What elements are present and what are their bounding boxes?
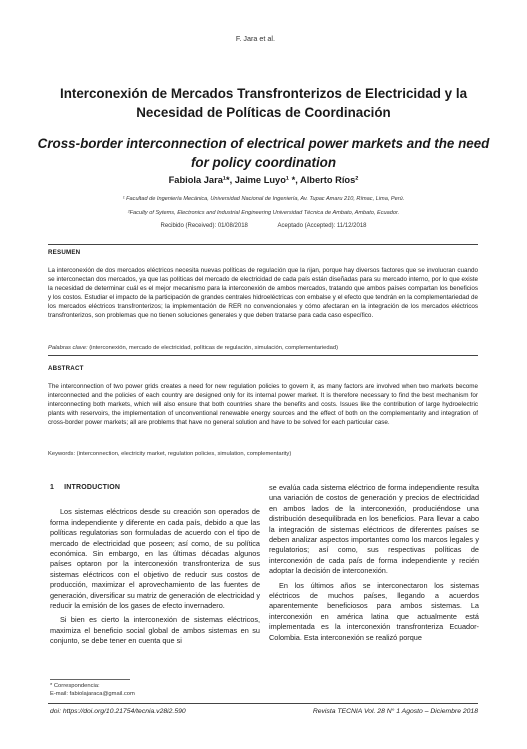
intro-paragraph: En los últimos años se interconectaron los sistemas eléctricos de muchos países, llegando a acuerdos aparentemente beneficiosos para ambos sistemas. La interconexión en américa latina que actualmente está implementada es la interconexión transfronteriza Ecuador-Colombia. Esta interconexión se realizó porque — [269, 580, 479, 642]
intro-paragraph: Si bien es cierto la interconexión de sistemas eléctricos, maximiza el beneficio social global de ambos sistemas en su conjunto, se debe tener en cuenta que si — [50, 615, 260, 646]
intro-paragraph: se evalúa cada sistema eléctrico de forma independiente resulta una variación de costos de generación y precios de electricidad en ambos lados de la interconexión, produciéndose una distribución desequilibrada en los beneficios. Para llevar a cabo la integración de sistemas eléctricos de diferentes países se deben analizar aspectos importantes como los marcos legales y regulatorios; así como, sus respectivas políticas de interconexión de cada país de forma independiente y recién adoptar la decisión de interconexión. — [269, 483, 479, 576]
affiliation-1: ¹ Facultad de Ingeniería Mecánica, Universidad Nacional de Ingeniería, Av. Tupac Amaru 210, Rímac, Lima, Perú. — [122, 196, 405, 202]
divider-top — [48, 244, 478, 245]
footer-rule — [48, 703, 478, 704]
intro-number: 1 — [50, 484, 55, 491]
accepted-date: Aceptado (Accepted): 11/12/2018 — [277, 223, 367, 229]
keywords-en-label: Keywords: — [48, 451, 76, 457]
footer-journal: Revista TECNIA Vol. 28 N° 1 Agosto – Diciembre 2018 — [312, 708, 478, 715]
intro-heading — [50, 483, 260, 493]
affiliation-2: ²Faculty of Sytems, Electronics and Industrial Engineering Universidad Técnica de Ambato, Ambato, Ecuador. — [127, 210, 400, 216]
keywords-es-list: (interconexión, mercado de electricidad, políticas de regulación, simulación, complementariedad) — [87, 345, 339, 351]
abstract-heading: ABSTRACT — [48, 365, 84, 372]
keywords-es-label: Palabras clave: — [48, 345, 88, 351]
resumen-heading: RESUMEN — [48, 249, 81, 256]
received-date: Recibido (Received): 01/08/2018 — [160, 223, 248, 229]
abstract-text: The interconnection of two power grids creates a need for new regulation policies to govern it, as many factors are involved when two markets become interconnected and the policies of each country are designed only for its internal power market. It is therefore necessary to find the best mechanism for interconnecting both markets, which will also ensure that both countries share the benefits and costs. Issues like the contribution of large hydroelectric plants with reservoirs, the implementation of unconventional renewable energy sources and the effect of both on the complementarity and integration of cross-border power markets; all are problems that have no general solution and have to be solved for each particular case. — [48, 383, 478, 426]
column-left — [50, 483, 260, 651]
footer-doi[interactable]: doi: https://doi.org/10.21754/tecnia.v28i2.590 — [50, 708, 186, 715]
divider-middle — [48, 355, 478, 356]
keywords-es — [48, 345, 478, 351]
keywords-en — [48, 451, 478, 457]
column-right — [269, 483, 479, 647]
title-spanish: Interconexión de Mercados Transfronterizos de Electricidad y la Necesidad de Políticas de Coordinación — [59, 86, 468, 120]
dates-line — [30, 223, 497, 229]
intro-title: INTRODUCTION — [64, 484, 121, 491]
keywords-en-list: (interconnection, electricity market, regulation policies, simulation, complementarity) — [75, 451, 292, 457]
intro-paragraph: Los sistemas eléctricos desde su creación son operados de forma independiente y diferente en cada país, debido a que las políticas regulatorias son formuladas de acuerdo con el tipo de mercado de electricidad que poseen; así como, de su política económica. Sin embargo, en las últimas décadas algunos países optaron por la interconexión transfronteriza de sus sistemas eléctricos con el objetivo de reducir sus costos de producción, maximizar el aprovechamiento de las fuentes de generación, diversificar su matriz de generación de electricidad y reducir la emisión de los gases de efecto invernadero. — [50, 507, 260, 611]
resumen-text: La interconexión de dos mercados eléctricos necesita nuevas políticas de regulación que la rijan, porque hay diversos factores que se involucran cuando se interconectan dos mercados, ya que las políticas del mercado de electricidad de cada país están diseñadas para su mercado interno, por lo que existe la necesidad de determinar cuál es el mejor mecanismo para la interconexión de ambos mercados, tratando que ambos países compartan los beneficios y los costos. Estudiar el impacto de la participación de grandes centrales hidroeléctricas con embalse y el efecto que tendrán en la complementariedad de los mercados eléctricos transfronterizos; la implementación de RER no convencionales y cómo afectaran en la integración de los mercados eléctricos transfronterizos, son problemas que no tienen soluciones generales y que deben tratarse para cada caso específico. — [48, 267, 478, 319]
footnote-correspondence: * Correspondencia: — [50, 683, 100, 689]
running-head: F. Jara et al. — [235, 34, 275, 43]
footnote-rule — [50, 679, 130, 680]
title-english: Cross-border interconnection of electrical power markets and the need for policy coordination — [37, 136, 490, 170]
author-list: Fabiola Jara¹*, Jaime Luyo¹ *, Alberto Ríos² — [168, 175, 359, 185]
footnote-email: E-mail: fabiolajaraca@gmail.com — [50, 691, 135, 697]
